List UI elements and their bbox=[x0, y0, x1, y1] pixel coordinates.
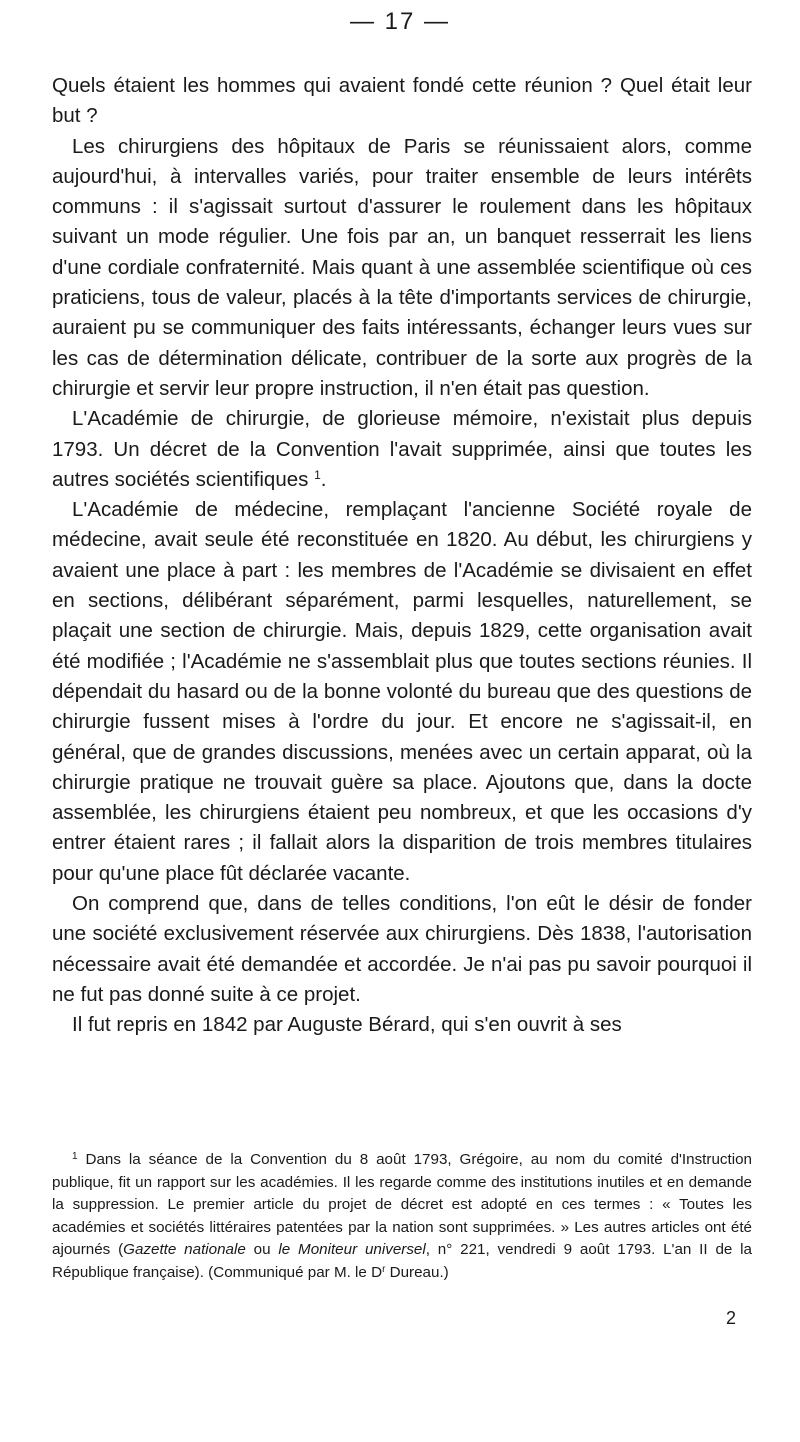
footnote-author: Dureau.) bbox=[385, 1263, 449, 1281]
paragraph: Quels étaient les hommes qui avaient fondé cette réunion ? Quel était leur but ? bbox=[52, 74, 752, 128]
footnote-tail: , n° 221, vendredi 9 août 1793. L'an II de la République française). (Communiqué par M. le D bbox=[52, 1241, 752, 1281]
footnote-text bbox=[52, 1149, 752, 1285]
footnote-joiner: ou bbox=[245, 1241, 279, 1259]
paragraph: Les chirurgiens des hôpitaux de Paris se réunissaient alors, comme aujourd'hui, à intervalles variés, pour traiter ensemble de leurs intérêts communs : il s'agissait surtout d'assurer le roulement dans les hôpitaux suivant un mode régulier. Une fois par an, un banquet resserrait les liens d'une cordiale confraternité. Mais quant à une assemblée scientifique où ces praticiens, tous de valeur, placés à la tête d'importants services de chirurgie, auraient pu se communiquer des faits intéressants, échanger leurs vues sur les cas de détermination délicate, contribuer de la sorte aux progrès de la chirurgie et servir leur propre instruction, il n'en était pas question. bbox=[52, 134, 752, 400]
footnote bbox=[52, 1149, 752, 1285]
page-number: — 17 — bbox=[349, 8, 451, 35]
paragraph bbox=[52, 404, 752, 495]
paragraph: L'Académie de médecine, remplaçant l'ancienne Société royale de médecine, avait seule été reconstituée en 1820. Au début, les chirurgiens y avaient une place à part : les membres de l'Académie se divisaient en effet en sections, délibérant séparément, parmi lesquelles, naturellement, se plaçait une section de chirurgie. Mais, depuis 1829, cette organisation avait été modifiée ; l'Académie ne s'assemblait plus que toutes sections réunies. Il dépendait du hasard ou de la bonne volonté du bureau que des questions de chirurgie fussent mises à l'ordre du jour. Et encore ne s'agissait-il, en général, que de grandes discussions, menées avec un certain apparat, où la chirurgie pratique ne trouvait guère sa place. Ajoutons que, dans la docte assemblée, les chirurgiens étaient peu nombreux, et que les occasions d'y entrer étaient rares ; il fallait alors la disparition de trois membres titulaires pour qu'une place fût déclarée vacante. bbox=[52, 498, 752, 885]
footnote-marker: 1 bbox=[72, 1151, 78, 1162]
paragraph: On comprend que, dans de telles conditions, l'on eût le désir de fonder une société exclusivement réservée aux chirurgiens. Dès 1838, l'autorisation nécessaire avait été demandée et accordée. Je n'ai pas pu savoir pourquoi il ne fut pas donné suite à ce projet. bbox=[52, 892, 752, 1006]
paragraph-text: L'Académie de chirurgie, de glorieuse mémoire, n'existait plus depuis 1793. Un décret de la Convention l'avait supprimée, ainsi que toutes les autres sociétés scientifiques bbox=[52, 407, 752, 491]
paragraph: Il fut repris en 1842 par Auguste Bérard, qui s'en ouvrit à ses bbox=[72, 1013, 622, 1037]
footnote-source: le Moniteur universel bbox=[278, 1241, 426, 1259]
footnote-reference[interactable]: 1 bbox=[314, 467, 321, 482]
footnote-dr-sup: r bbox=[382, 1263, 386, 1275]
paragraph-end: . bbox=[320, 467, 327, 491]
body-text bbox=[52, 71, 752, 1041]
footnote-body: Dans la séance de la Convention du 8 août 1793, Grégoire, au nom du comité d'Instruction publique, fit un rapport sur les académies. Il les regarde comme des institutions inutiles et en demande la suppression. Le premier article du projet de décret est adopté en ces termes : « Toutes les académies et sociétés littéraires patentées par la nation sont supprimées. » Les autres articles ont été ajournés ( bbox=[52, 1151, 752, 1259]
signature-mark: 2 bbox=[726, 1308, 737, 1328]
footnote-source: Gazette nationale bbox=[123, 1241, 246, 1259]
